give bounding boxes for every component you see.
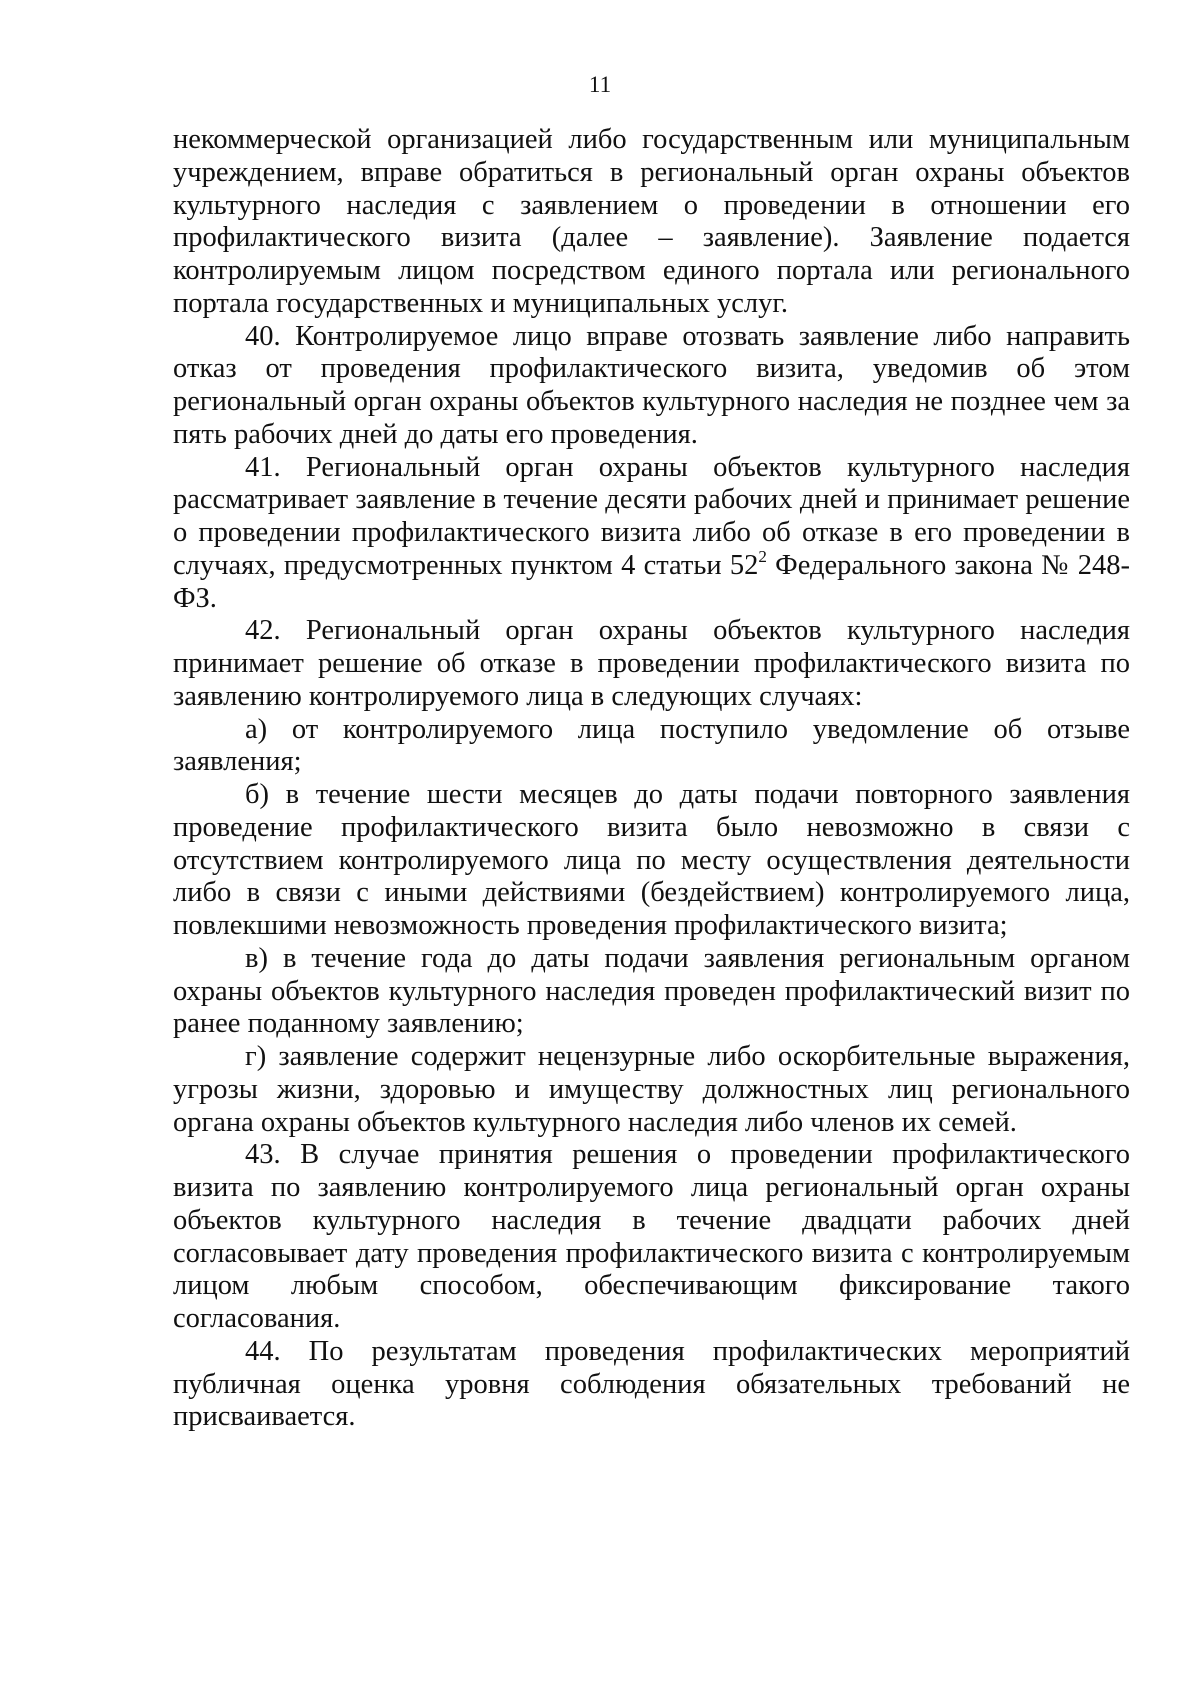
paragraph-43: 43. В случае принятия решения о проведении профилактического визита по заявлению контролируемого лица региональный орган охраны объектов культурного наследия в течение двадцати рабочих дней согласовывает дату проведения профилактического визита с контролируемым лицом любым способом, обеспечивающим фиксирование такого согласования. bbox=[173, 1139, 1130, 1334]
paragraph-41-superscript: 2 bbox=[758, 546, 767, 566]
paragraph-41-text: 41. Региональный орган охраны объектов культурного наследия рассматривает заявление в течение десяти рабочих дней и принимает решение о проведении профилактического визита либо об отказе в его проведении в случаях, предусмотренных пунктом 4 статьи 52 bbox=[173, 451, 1130, 581]
paragraph-44: 44. По результатам проведения профилактических мероприятий публичная оценка уровня соблюдения обязательных требований не присваивается. bbox=[173, 1335, 1130, 1433]
paragraph-42-item-g: г) заявление содержит нецензурные либо оскорбительные выражения, угрозы жизни, здоровью и имуществу должностных лиц регионального органа охраны объектов культурного наследия либо членов их семей. bbox=[173, 1041, 1130, 1138]
paragraph-42-item-b: б) в течение шести месяцев до даты подачи повторного заявления проведение профилактического визита было невозможно в связи с отсутствием контролируемого лица по месту осуществления деятельности либо в связи с иными действиями (бездействием) контролируемого лица, повлекшими невозможность проведения профилактического визита; bbox=[173, 779, 1130, 941]
page-number: 11 bbox=[588, 72, 612, 97]
paragraph-41 bbox=[173, 452, 1130, 616]
paragraph-41-text-end: Федерального закона № 248-ФЗ. bbox=[173, 549, 1130, 614]
paragraph-40: 40. Контролируемое лицо вправе отозвать заявление либо направить отказ от проведения профилактического визита, уведомив об этом региональный орган охраны объектов культурного наследия не позднее чем за пять рабочих дней до даты его проведения. bbox=[173, 320, 1130, 450]
paragraph-42: 42. Региональный орган охраны объектов культурного наследия принимает решение об отказе в проведении профилактического визита по заявлению контролируемого лица в следующих случаях: bbox=[173, 615, 1130, 712]
document-body bbox=[173, 124, 1130, 1434]
paragraph-continuation: некоммерческой организацией либо государственным или муниципальным учреждением, вправе обратиться в региональный орган охраны объектов культурного наследия с заявлением о проведении в отношении его профилактического визита (далее – заявление). Заявление подается контролируемым лицом посредством единого портала или регионального портала государственных и муниципальных услуг. bbox=[173, 124, 1130, 319]
paragraph-42-item-a: а) от контролируемого лица поступило уведомление об отзыве заявления; bbox=[173, 713, 1130, 778]
paragraph-42-item-v: в) в течение года до даты подачи заявления региональным органом охраны объектов культурного наследия проведен профилактический визит по ранее поданному заявлению; bbox=[173, 942, 1130, 1040]
